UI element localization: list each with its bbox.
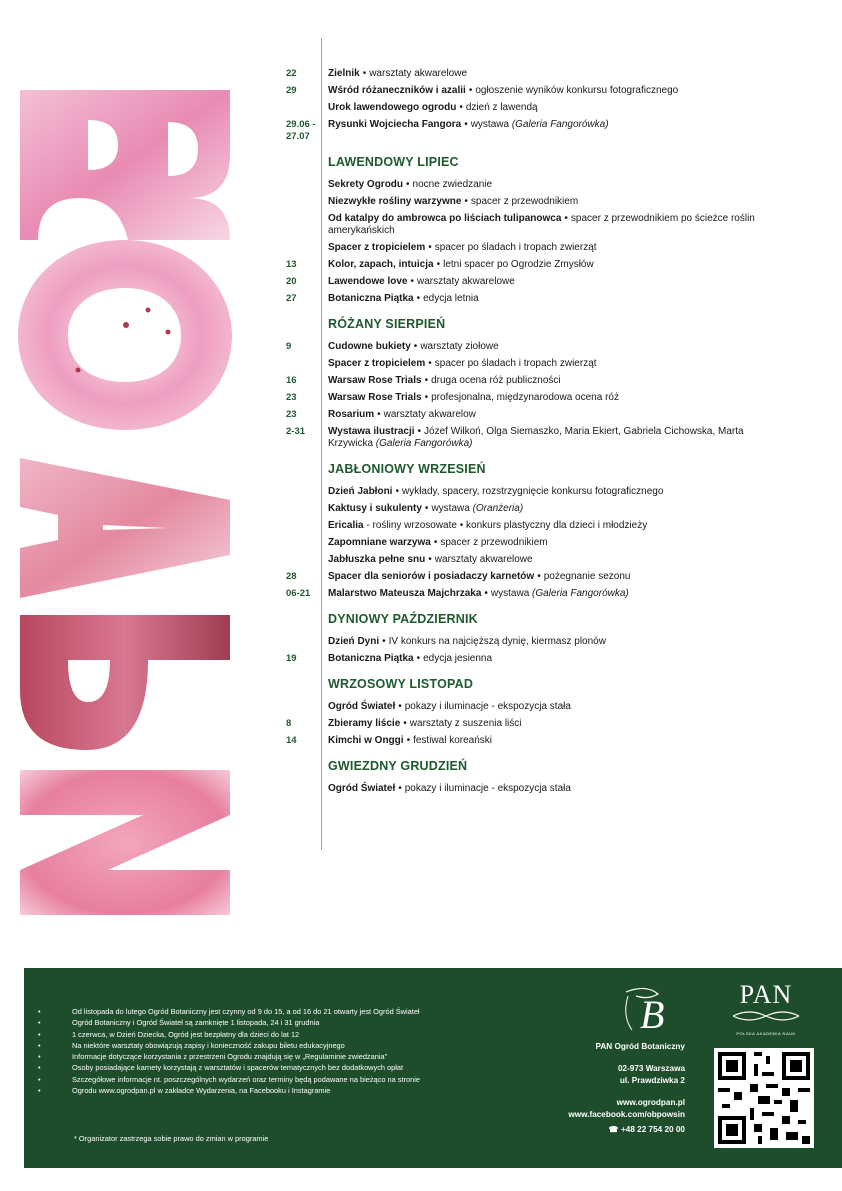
separator-dot: • xyxy=(398,783,402,794)
month-heading: LAWENDOWY LIPIEC xyxy=(328,155,459,169)
event-date: 22 xyxy=(286,68,297,79)
event-venue-note: (Galeria Fangorówka) xyxy=(375,438,473,449)
separator-dot: • xyxy=(413,341,418,352)
info-note: • Informacje dotyczące korzystania z przestrzeni Ogrodu znajdują się w „Regulaminie zwiedzania" xyxy=(38,1051,528,1062)
event-name: Niezwykłe rośliny warzywne xyxy=(328,196,462,207)
event-row xyxy=(286,520,766,532)
event-row xyxy=(286,276,766,288)
separator-dot: • xyxy=(416,653,421,664)
event-description: spacer z przewodnikiem xyxy=(440,537,548,548)
event-name: Spacer dla seniorów i posiadaczy karnetów xyxy=(328,571,535,582)
event-row xyxy=(286,392,766,404)
event-name: Dzień Dyni xyxy=(328,636,380,647)
event-name: Wśród różaneczników i azalii xyxy=(328,85,466,96)
event-name: Botaniczna Piątka xyxy=(328,653,414,664)
flower-detail xyxy=(166,330,171,335)
event-description: wykłady, spacery, rozstrzygnięcie konkursu fotograficznego xyxy=(401,486,664,497)
event-row xyxy=(286,554,766,566)
event-date xyxy=(286,554,328,566)
pan-logo-subtitle: POLSKA AKADEMIA NAUK xyxy=(736,1031,796,1036)
event-name: Wystawa ilustracji xyxy=(328,426,415,437)
event-description: wystawa xyxy=(470,119,510,130)
separator-dot: • xyxy=(377,409,381,420)
event-name: Spacer z tropicielem xyxy=(328,358,426,369)
event-date xyxy=(286,503,328,515)
event-description: warsztaty z suszenia liści xyxy=(409,718,522,729)
event-name: Kolor, zapach, intuicja xyxy=(328,259,434,270)
event-name: Jabłuszka pełne snu xyxy=(328,554,426,565)
event-row xyxy=(286,735,766,747)
info-note: • 1 czerwca, w Dzień Dziecka, Ogród jest bezpłatny dla dzieci do lat 12 xyxy=(38,1029,528,1040)
footer-panel xyxy=(24,968,842,1168)
event-row xyxy=(286,213,766,237)
event-description: Józef Wilkoń, Olga Siemaszko, Maria Ekiert, Gabriela Cichowska, Marta Krzywicka xyxy=(328,426,744,449)
pan-logo xyxy=(727,982,805,1036)
event-description: letni spacer po Ogrodzie Zmysłów xyxy=(443,259,594,270)
event-row xyxy=(286,426,766,450)
event-date xyxy=(286,783,328,795)
info-note: • Szczegółowe informacje nt. poszczególnych wydarzeń oraz terminy będą podawane na bieżąco na stronie xyxy=(38,1074,528,1085)
event-description: spacer po śladach i tropach zwierząt xyxy=(434,242,597,253)
event-row xyxy=(286,293,766,305)
event-description: - rośliny wrzosowate • konkurs plastyczny dla dzieci i młodzieży xyxy=(366,520,648,531)
svg-text:B: B xyxy=(640,992,665,1037)
event-date: 27 xyxy=(286,293,297,304)
pan-logo-text: PAN xyxy=(739,980,793,1009)
separator-dot: • xyxy=(395,486,399,497)
event-row xyxy=(286,259,766,271)
separator-dot: • xyxy=(468,85,473,96)
separator-dot: • xyxy=(459,102,463,113)
event-name: Od katalpy do ambrowca po liściach tulipanowca xyxy=(328,213,562,224)
month-heading: GWIEZDNY GRUDZIEŃ xyxy=(328,759,468,773)
event-row xyxy=(286,503,766,515)
event-date: 28 xyxy=(286,571,297,582)
event-name: Zielnik xyxy=(328,68,360,79)
event-name: Sekrety Ogrodu xyxy=(328,179,404,190)
info-note: • Ogrodu www.ogrodpan.pl w zakładce Wydarzenia, na Facebooku i Instagramie xyxy=(38,1085,528,1096)
event-row xyxy=(286,409,766,421)
event-name: Warsaw Rose Trials xyxy=(328,375,422,386)
event-row xyxy=(286,196,766,208)
month-heading: DYNIOWY PAŹDZIERNIK xyxy=(328,612,478,626)
separator-dot: • xyxy=(484,588,488,599)
event-date: 9 xyxy=(286,341,292,352)
event-description: edycja jesienna xyxy=(423,653,493,664)
event-row xyxy=(286,537,766,549)
pan-logo-swirl xyxy=(731,1008,801,1024)
event-date: 8 xyxy=(286,718,292,729)
garden-monogram-logo xyxy=(618,982,684,1038)
separator-dot: • xyxy=(464,119,468,130)
event-date xyxy=(286,486,328,498)
event-date: 14 xyxy=(286,735,297,746)
letter-b-shape xyxy=(20,90,230,240)
separator-dot: • xyxy=(428,554,432,565)
event-row xyxy=(286,718,766,730)
flower-detail xyxy=(146,308,151,313)
event-date: 06-21 xyxy=(286,588,311,599)
separator-dot: • xyxy=(424,503,429,514)
letter-p-shape xyxy=(20,615,230,750)
separator-dot: • xyxy=(382,636,386,647)
event-name: Zapomniane warzywa xyxy=(328,537,431,548)
website-link[interactable]: www.ogrodpan.pl xyxy=(616,1098,685,1107)
event-name: Cudowne bukiety xyxy=(328,341,411,352)
event-venue-note: (Galeria Fangorówka) xyxy=(511,119,609,130)
event-row xyxy=(286,701,766,713)
event-date xyxy=(286,242,328,254)
separator-dot: • xyxy=(406,179,410,190)
org-name: PAN Ogród Botaniczny xyxy=(595,1042,685,1051)
separator-dot: • xyxy=(362,68,367,79)
event-name: Spacer z tropicielem xyxy=(328,242,426,253)
event-date: 19 xyxy=(286,653,297,664)
event-date: 13 xyxy=(286,259,297,270)
event-row xyxy=(286,653,766,665)
phone-number: +48 22 754 20 00 xyxy=(621,1125,685,1134)
event-date: 20 xyxy=(286,276,297,287)
event-row xyxy=(286,486,766,498)
event-row xyxy=(286,571,766,583)
separator-dot: • xyxy=(428,242,432,253)
event-description: warsztaty akwarelow xyxy=(383,409,476,420)
month-heading: RÓŻANY SIERPIEŃ xyxy=(328,317,446,331)
event-name: Malarstwo Mateusza Majchrzaka xyxy=(328,588,482,599)
flower-detail xyxy=(76,368,81,373)
event-description: nocne zwiedzanie xyxy=(412,179,493,190)
separator-dot: • xyxy=(537,571,541,582)
event-date: 16 xyxy=(286,375,297,386)
separator-dot: • xyxy=(410,276,414,287)
event-description: IV konkurs na najcięższą dynię, kiermasz plonów xyxy=(388,636,606,647)
event-schedule xyxy=(286,68,766,800)
letter-n-shape xyxy=(20,770,230,915)
event-description: warsztaty akwarelowe xyxy=(434,554,533,565)
separator-dot: • xyxy=(416,293,421,304)
event-date xyxy=(286,537,328,549)
event-name: Ogród Świateł xyxy=(328,783,396,794)
event-name: Warsaw Rose Trials xyxy=(328,392,422,403)
event-row xyxy=(286,179,766,191)
event-description: spacer z przewodnikiem xyxy=(470,196,579,207)
event-row xyxy=(286,119,766,143)
event-row xyxy=(286,588,766,600)
event-name: Dzień Jabłoni xyxy=(328,486,393,497)
side-lettering-art xyxy=(18,70,248,915)
month-heading: JABŁONIOWY WRZESIEŃ xyxy=(328,462,486,476)
event-row xyxy=(286,341,766,353)
event-row xyxy=(286,68,766,80)
event-description: wystawa xyxy=(431,503,470,514)
event-description: warsztaty akwarelowe xyxy=(369,68,468,79)
postcode-city: 02-973 Warszawa xyxy=(617,1064,685,1073)
contact-block xyxy=(568,1041,685,1136)
event-row xyxy=(286,783,766,795)
event-description: festiwal koreański xyxy=(413,735,492,746)
event-description: wystawa xyxy=(490,588,530,599)
event-description: spacer po śladach i tropach zwierząt xyxy=(434,358,597,369)
info-note: • Osoby posiadające karnety korzystają z warsztatów i spacerów tematycznych bez dodatkowych opłat xyxy=(38,1062,528,1073)
separator-dot: • xyxy=(403,718,407,729)
event-venue-note: (Galeria Fangorówka) xyxy=(532,588,629,599)
event-name: Ericalia xyxy=(328,520,364,531)
separator-dot: • xyxy=(398,701,402,712)
event-description: warsztaty akwarelowe xyxy=(416,276,515,287)
event-description: warsztaty ziołowe xyxy=(420,341,499,352)
separator-dot: • xyxy=(564,213,568,224)
disclaimer-text: * Organizator zastrzega sobie prawo do zmian w programie xyxy=(74,1134,269,1143)
separator-dot: • xyxy=(428,358,432,369)
event-description: profesjonalna, międzynarodowa ocena róż xyxy=(431,392,619,403)
info-note: • Od listopada do lutego Ogród Botaniczny jest czynny od 9 do 15, a od 16 do 21 otwarty jest Ogród Świateł xyxy=(38,1006,528,1017)
event-row xyxy=(286,358,766,370)
event-name: Zbieramy liście xyxy=(328,718,401,729)
event-description: pożegnanie sezonu xyxy=(543,571,631,582)
event-description: edycja letnia xyxy=(423,293,479,304)
event-date xyxy=(286,196,328,208)
event-date xyxy=(286,701,328,713)
event-row xyxy=(286,636,766,648)
street-address: ul. Prawdziwka 2 xyxy=(619,1076,685,1085)
separator-dot: • xyxy=(417,426,422,437)
event-description: pokazy i iluminacje - ekspozycja stała xyxy=(404,701,571,712)
event-row xyxy=(286,375,766,387)
info-note: • Ogród Botaniczny i Ogród Świateł są zamknięte 1 listopada, 24 i 31 grudnia xyxy=(38,1017,528,1028)
letter-o-shape xyxy=(18,240,232,430)
event-name: Kimchi w Onggi xyxy=(328,735,404,746)
event-name: Ogród Świateł xyxy=(328,701,396,712)
event-name: Lawendowe love xyxy=(328,276,408,287)
event-date: 23 xyxy=(286,392,297,403)
event-name: Botaniczna Piątka xyxy=(328,293,414,304)
event-name: Urok lawendowego ogrodu xyxy=(328,102,457,113)
event-date: 2-31 xyxy=(286,426,306,437)
event-date xyxy=(286,358,328,370)
event-description: dzień z lawendą xyxy=(465,102,538,113)
event-date xyxy=(286,179,328,191)
flower-detail xyxy=(123,322,129,328)
event-date xyxy=(286,213,328,237)
event-venue-note: (Oranżeria) xyxy=(472,503,524,514)
event-description: pokazy i iluminacje - ekspozycja stała xyxy=(404,783,571,794)
event-description: spacer z przewodnikiem po ścieżce roślin amerykańskich xyxy=(328,213,755,236)
event-date: 23 xyxy=(286,409,297,420)
event-description: druga ocena róż publiczności xyxy=(431,375,561,386)
facebook-link[interactable]: www.facebook.com/obpowsin xyxy=(568,1110,685,1119)
event-row xyxy=(286,242,766,254)
separator-dot: • xyxy=(436,259,441,270)
qr-code[interactable] xyxy=(714,1048,814,1148)
event-name: Kaktusy i sukulenty xyxy=(328,503,422,514)
info-notes-list xyxy=(38,1006,528,1096)
event-date xyxy=(286,102,328,114)
event-date: 29 xyxy=(286,85,297,96)
event-name: Rosarium xyxy=(328,409,375,420)
separator-dot: • xyxy=(433,537,438,548)
event-date: 29.06 - 27.07 xyxy=(286,119,316,142)
separator-dot: • xyxy=(424,375,429,386)
month-heading: WRZOSOWY LISTOPAD xyxy=(328,677,474,691)
event-name: Rysunki Wojciecha Fangora xyxy=(328,119,462,130)
separator-dot: • xyxy=(464,196,468,207)
phone-icon: ☎ xyxy=(608,1125,619,1134)
event-row xyxy=(286,102,766,114)
separator-dot: • xyxy=(406,735,411,746)
event-date xyxy=(286,636,328,648)
separator-dot: • xyxy=(424,392,429,403)
event-description: ogłoszenie wyników konkursu fotograficznego xyxy=(475,85,679,96)
info-note: • Na niektóre warsztaty obowiązują zapisy i konieczność zakupu biletu edukacyjnego xyxy=(38,1040,528,1051)
event-row xyxy=(286,85,766,97)
event-date xyxy=(286,520,328,532)
